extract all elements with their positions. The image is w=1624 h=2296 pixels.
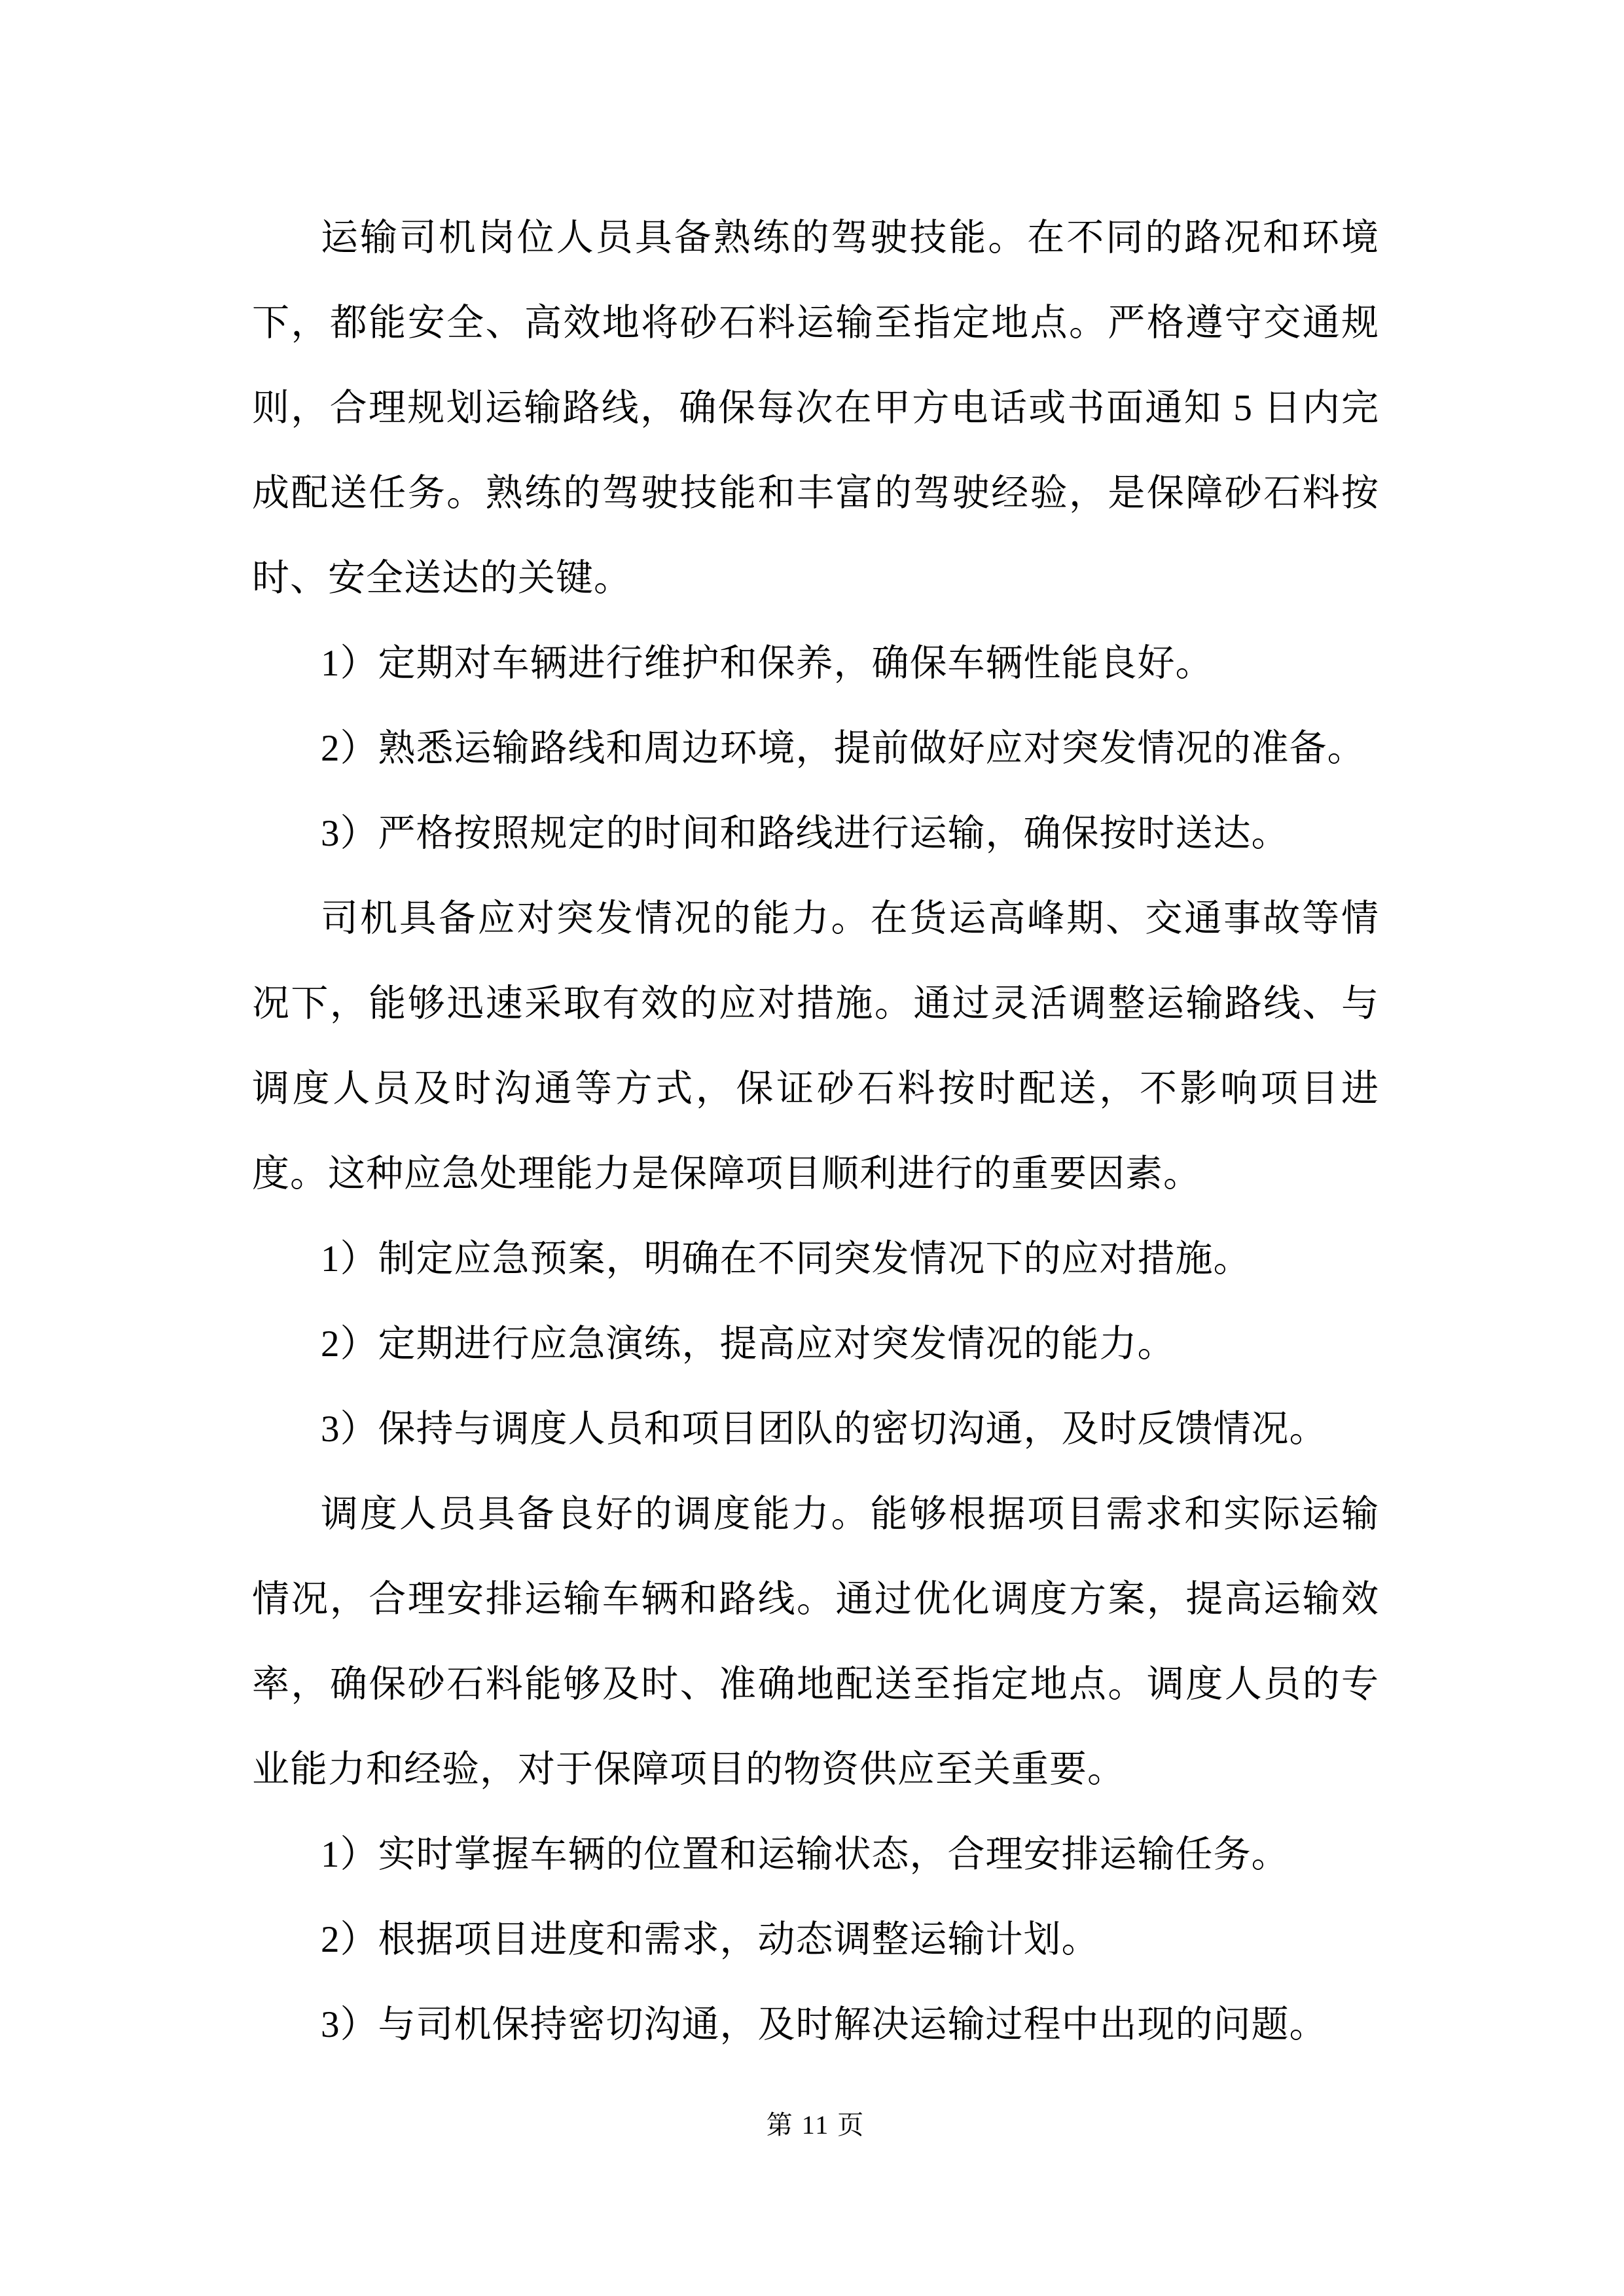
paragraph-8: 3）保持与调度人员和项目团队的密切沟通，及时反馈情况。: [321, 1408, 1327, 1450]
page-footer: [252, 2109, 1379, 2142]
page-number-label: 第 11 页: [766, 2110, 865, 2140]
paragraph-10: 1）实时掌握车辆的位置和运输状态，合理安排运输任务。: [321, 1834, 1290, 1875]
paragraph-5: 司机具备应对突发情况的能力。在货运高峰期、交通事故等情况下，能够迅速采取有效的应对措施。通过灵活调整运输路线、与调度人员及时沟通等方式，保证砂石料按时配送，不影响项目进度。这种应急处理能力是保障项目顺利进行的重要因素。: [252, 898, 1379, 1194]
paragraph-9: 调度人员具备良好的调度能力。能够根据项目需求和实际运输情况，合理安排运输车辆和路线。通过优化调度方案，提高运输效率，确保砂石料能够及时、准确地配送至指定地点。调度人员的专业能力和经验，对于保障项目的物资供应至关重要。: [252, 1494, 1379, 1790]
paragraph-2: 1）定期对车辆进行维护和保养，确保车辆性能良好。: [321, 643, 1214, 684]
paragraph-12: 3）与司机保持密切沟通，及时解决运输过程中出现的问题。: [321, 2004, 1327, 2045]
document-body: [252, 196, 1379, 2068]
paragraph-11: 2）根据项目进度和需求，动态调整运输计划。: [321, 1919, 1100, 1960]
paragraph-4: 3）严格按照规定的时间和路线进行运输，确保按时送达。: [321, 813, 1290, 854]
paragraph-7: 2）定期进行应急演练，提高应对突发情况的能力。: [321, 1323, 1176, 1365]
paragraph-1: 运输司机岗位人员具备熟练的驾驶技能。在不同的路况和环境下，都能安全、高效地将砂石料运输至指定地点。严格遵守交通规则，合理规划运输路线，确保每次在甲方电话或书面通知 5 日内完成配送任务。熟练的驾驶技能和丰富的驾驶经验，是保障砂石料按时、安全送达的关键。: [252, 217, 1379, 599]
paragraph-3: 2）熟悉运输路线和周边环境，提前做好应对突发情况的准备。: [321, 728, 1365, 769]
paragraph-6: 1）制定应急预案，明确在不同突发情况下的应对措施。: [321, 1238, 1252, 1280]
